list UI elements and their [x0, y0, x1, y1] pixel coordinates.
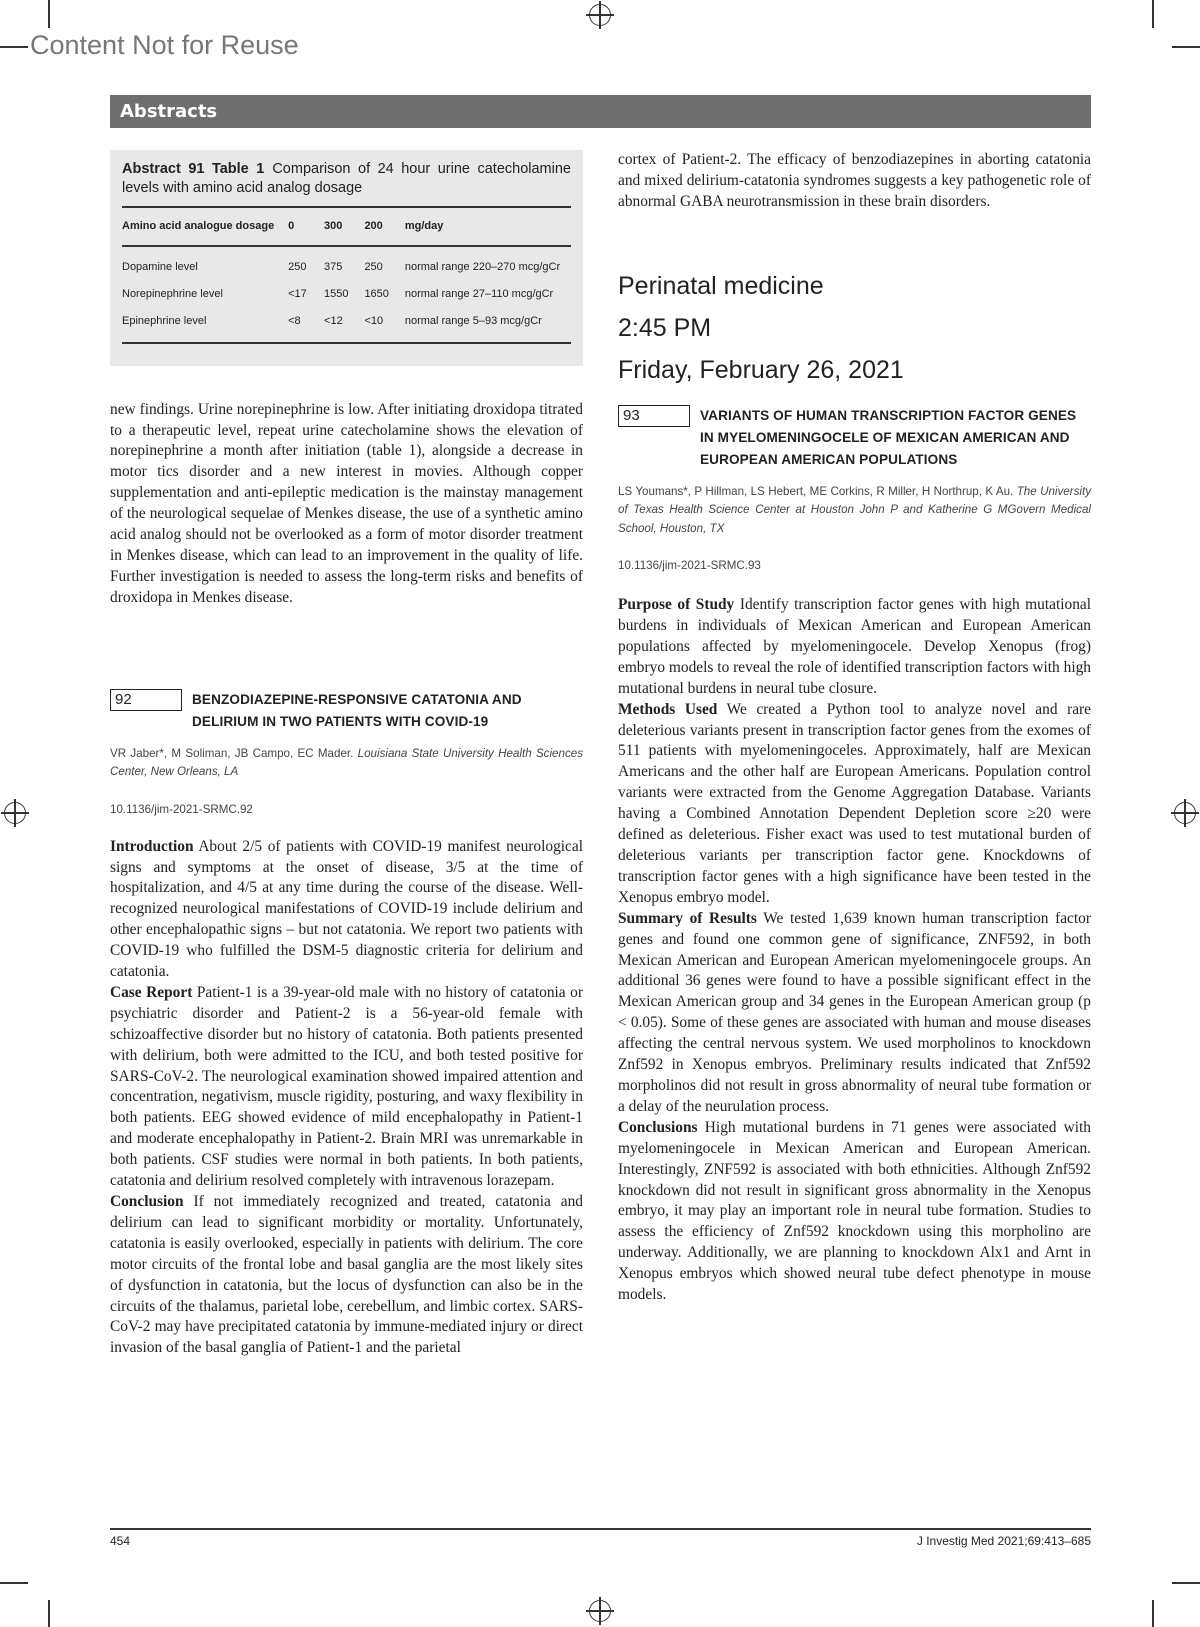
- table-header-row: [122, 207, 571, 246]
- section-text: Identify transcription factor genes with high mutational burdens in individuals of Mexican American and European American populations affected by myelomeningocele. Develop Xenopus (frog) embryo models to reveal the role of identified transcription factors with high mutational burdens in neural tube closure.: [618, 596, 1091, 697]
- abstract-title: VARIANTS OF HUMAN TRANSCRIPTION FACTOR GENES IN MYELOMENINGOCELE OF MEXICAN AMERICAN AND EUROPEAN AMERICAN POPULATIONS: [700, 407, 1077, 467]
- left-column: [110, 150, 583, 1359]
- crop-mark: [1172, 46, 1200, 48]
- abstract-authors: [110, 745, 583, 782]
- right-column: [618, 150, 1091, 1306]
- section-text: About 2/5 of patients with COVID-19 manifest neurological signs and symptoms at the onset of disease, 3/5 at the time of hospitalization, and 4/5 at any time during the course of the disease. Well-recognized neurological manifestations of COVID-19 include delirium and other encephalopathic signs – but not catatonia. We report two patients with COVID-19 who fulfilled the DSM-5 diagnostic criteria for delirium and catatonia.: [110, 837, 583, 981]
- catecholamine-table: [122, 206, 571, 344]
- doi: 10.1136/jim-2021-SRMC.92: [110, 802, 253, 816]
- abstract-section: [618, 909, 1091, 1118]
- session-time: 2:45 PM: [618, 313, 712, 342]
- section-text: We tested 1,639 known human transcription factor genes and found one common gene of significance, ZNF592, in both Mexican American and European American myelomeningocele groups. An additional 36 genes were found to have a possible significant effect in the Mexican American group and 34 genes in the European American group (p < 0.05). Some of these genes are associated with human and mouse diseases affecting the central nervous system. We used morpholinos to knockdown Znf592 in Xenopus embryos. Preliminary results indicated that Znf592 morpholinos did not result in gross abnormality of neural tube formation or a delay of the neurulation process.: [618, 909, 1091, 1115]
- table-cell: normal range 27–110 mcg/gCr: [404, 287, 554, 300]
- column-header: 200: [364, 207, 404, 246]
- table-row: [122, 246, 571, 281]
- abstract-section: [618, 1118, 1091, 1306]
- crop-mark: [0, 46, 28, 48]
- section-heading: Introduction: [110, 837, 194, 855]
- table-cell: 1650: [364, 287, 389, 300]
- abstract-section: [110, 983, 583, 1192]
- crop-mark: [1172, 1582, 1200, 1584]
- table-cell: 1550: [324, 287, 349, 300]
- table-cell: <8: [288, 314, 301, 327]
- crop-mark: [48, 1600, 50, 1627]
- section-heading: Purpose of Study: [618, 596, 735, 614]
- abstract-92-continued: cortex of Patient-2. The efficacy of benzodiazepines in aborting catatonia and mixed delirium-catatonia syndromes suggests a key pathogenetic role of abnormal GABA neurotransmission in these brain disorders.: [618, 151, 1091, 210]
- table-cell: normal range 5–93 mcg/gCr: [404, 314, 542, 327]
- section-heading: Case Report: [110, 983, 193, 1001]
- footer-rule: [110, 1528, 1091, 1530]
- abstract-number: 92: [110, 689, 182, 711]
- abstract-title: BENZODIAZEPINE-RESPONSIVE CATATONIA AND DELIRIUM IN TWO PATIENTS WITH COVID-19: [192, 691, 522, 729]
- table-cell: Norepinephrine level: [122, 287, 223, 300]
- affiliation: Louisiana State University Health Sciences Center, New Orleans, LA: [110, 746, 583, 779]
- table-cell: Epinephrine level: [122, 314, 207, 327]
- abstract-section: [110, 837, 583, 983]
- table-label: Abstract 91 Table 1: [122, 161, 265, 177]
- column-header: 0: [288, 207, 324, 246]
- table-row: [122, 308, 571, 343]
- section-text: If not immediately recognized and treated, catatonia and delirium can lead to significant morbidity or mortality. Unfortunately, catatonia is easily overlooked, especially in patients with delirium. The core motor circuits of the frontal lobe and basal ganglia are the most likely sites of dysfunction in catatonia, but the locus of dysfunction can also be in the circuits of the thalamus, parietal lobe, cerebellum, and limbic cortex. SARS-CoV-2 may have precipitated catatonia by immune-mediated injury or direct invasion of the basal ganglia of Patient-1 and the parietal: [110, 1193, 583, 1357]
- section-text: High mutational burdens in 71 genes were associated with myelomeningocele in Mexican American and European American. Interestingly, ZNF592 is associated with both ethnicities. Although Znf592 knockdown did not result in significant gross abnormality in the Xenopus embryo, it may play an important role in neural tube formation. Studies to assess the efficiency of Znf592 knockdown using this morpholino are underway. Additionally, we are planning to knockdown Alx1 and Arnt in Xenopus embryos which showed neural tube defect phenotype in mouse models.: [618, 1118, 1091, 1304]
- watermark: Content Not for Reuse: [30, 30, 299, 60]
- journal-citation: J Investig Med 2021;69:413–685: [916, 1534, 1091, 1548]
- section-heading: Conclusions: [618, 1118, 698, 1136]
- registration-mark-icon: [1174, 802, 1196, 824]
- author-list: LS Youmans*, P Hillman, LS Hebert, ME Corkins, R Miller, H Northrup, K Au.: [618, 484, 1014, 498]
- abstract-authors: [618, 483, 1091, 539]
- section-heading: Conclusion: [110, 1193, 184, 1210]
- section-header: Abstracts: [110, 95, 1091, 128]
- table-cell: <10: [364, 314, 384, 327]
- crop-mark: [1152, 1600, 1154, 1627]
- abstract-91-table: [110, 150, 583, 366]
- abstract-93-body: [618, 595, 1091, 1306]
- section-text: We created a Python tool to analyze novel and rare deleterious variants present in transcription factor genes from the exomes of 511 patients with myelomeningoceles. Approximately, half are Mexican Americans and the other half are European Americans. Population control variants were extracted from the Genome Aggregation Database. Variants having a Combined Annotation Dependent Depletion score ≥20 were defined as deleterious. Fisher exact was used to test mutational burden of deleterious variants per transcription factor gene. Knockdowns of transcription factor genes with a high significance have been tested in the Xenopus embryo model.: [618, 700, 1091, 906]
- crop-mark: [0, 1582, 28, 1584]
- page-number: 454: [110, 1534, 131, 1548]
- doi: 10.1136/jim-2021-SRMC.93: [618, 559, 761, 573]
- abstract-92-heading: [110, 689, 583, 733]
- table-caption: [122, 160, 571, 198]
- abstract-section: [618, 700, 1091, 909]
- author-list: VR Jaber*, M Soliman, JB Campo, EC Mader.: [110, 746, 354, 760]
- table-cell: Dopamine level: [122, 260, 198, 273]
- abstract-section: [618, 595, 1091, 700]
- column-header: Amino acid analogue dosage: [122, 207, 288, 246]
- section-text: Patient-1 is a 39-year-old male with no history of catatonia or psychiatric disorder and Patient-2 is a 56-year-old female with schizoaffective disorder but no history of catatonia. Both patients presented with delirium, both were admitted to the ICU, and both tested positive for SARS-CoV-2. The neurological examination showed impaired attention and concentration, negativism, muscle rigidity, posturing, and waxy flexibility in both patients. EEG showed evidence of mild encephalopathy in Patient-1 and moderate encephalopathy in Patient-2. Brain MRI was unremarkable in both patients. CSF studies were normal in both patients. In both patients, catatonia and delirium resolved completely with intravenous lorazepam.: [110, 983, 583, 1190]
- table-cell: 375: [324, 260, 343, 273]
- table-cell: normal range 220–270 mcg/gCr: [404, 260, 561, 273]
- table-cell: <12: [324, 314, 343, 327]
- session-heading: [618, 265, 1091, 391]
- section-heading: Summary of Results: [618, 909, 757, 927]
- crop-mark: [48, 0, 50, 28]
- table-row: [122, 281, 571, 308]
- abstract-section: [110, 1192, 583, 1359]
- table-cell: 250: [288, 260, 307, 273]
- registration-mark-icon: [589, 1600, 611, 1622]
- column-header: 300: [324, 207, 364, 246]
- table-cell: 250: [364, 260, 383, 273]
- table-caption-text: Comparison of 24 hour urine catecholamine levels with amino acid analog dosage: [122, 161, 571, 196]
- crop-mark: [1152, 0, 1154, 28]
- session-name: Perinatal medicine: [618, 271, 824, 300]
- section-heading: Methods Used: [618, 700, 718, 718]
- abstract-number: 93: [618, 405, 690, 427]
- abstract-93-heading: [618, 405, 1091, 471]
- table-cell: <17: [288, 287, 307, 300]
- column-header: mg/day: [405, 207, 571, 246]
- registration-mark-icon: [4, 802, 26, 824]
- abstract-91-continued: new findings. Urine norepinephrine is low. After initiating droxidopa titrated to a therapeutic level, repeat urine catecholamine shows the elevation of norepinephrine a month after initiation (table 1), alongside a decrease in motor tics disorder and a new interest in movies. Although copper supplementation and anti-epileptic medication is the mainstay management of the neurological sequelae of Menkes disease, the use of a synthetic amino acid analog should not be overlooked as a form of motor disorder treatment in Menkes disease, which can lead to an improvement in the quality of life. Further investigation is needed to assess the long-term risks and benefits of droxidopa in Menkes disease.: [110, 400, 583, 606]
- abstract-92-body: [110, 837, 583, 1360]
- session-date: Friday, February 26, 2021: [618, 355, 904, 384]
- affiliation: The University of Texas Health Science Center at Houston John P and Katherine G MGovern Medical School, Houston, TX: [618, 484, 1091, 535]
- registration-mark-icon: [589, 4, 611, 26]
